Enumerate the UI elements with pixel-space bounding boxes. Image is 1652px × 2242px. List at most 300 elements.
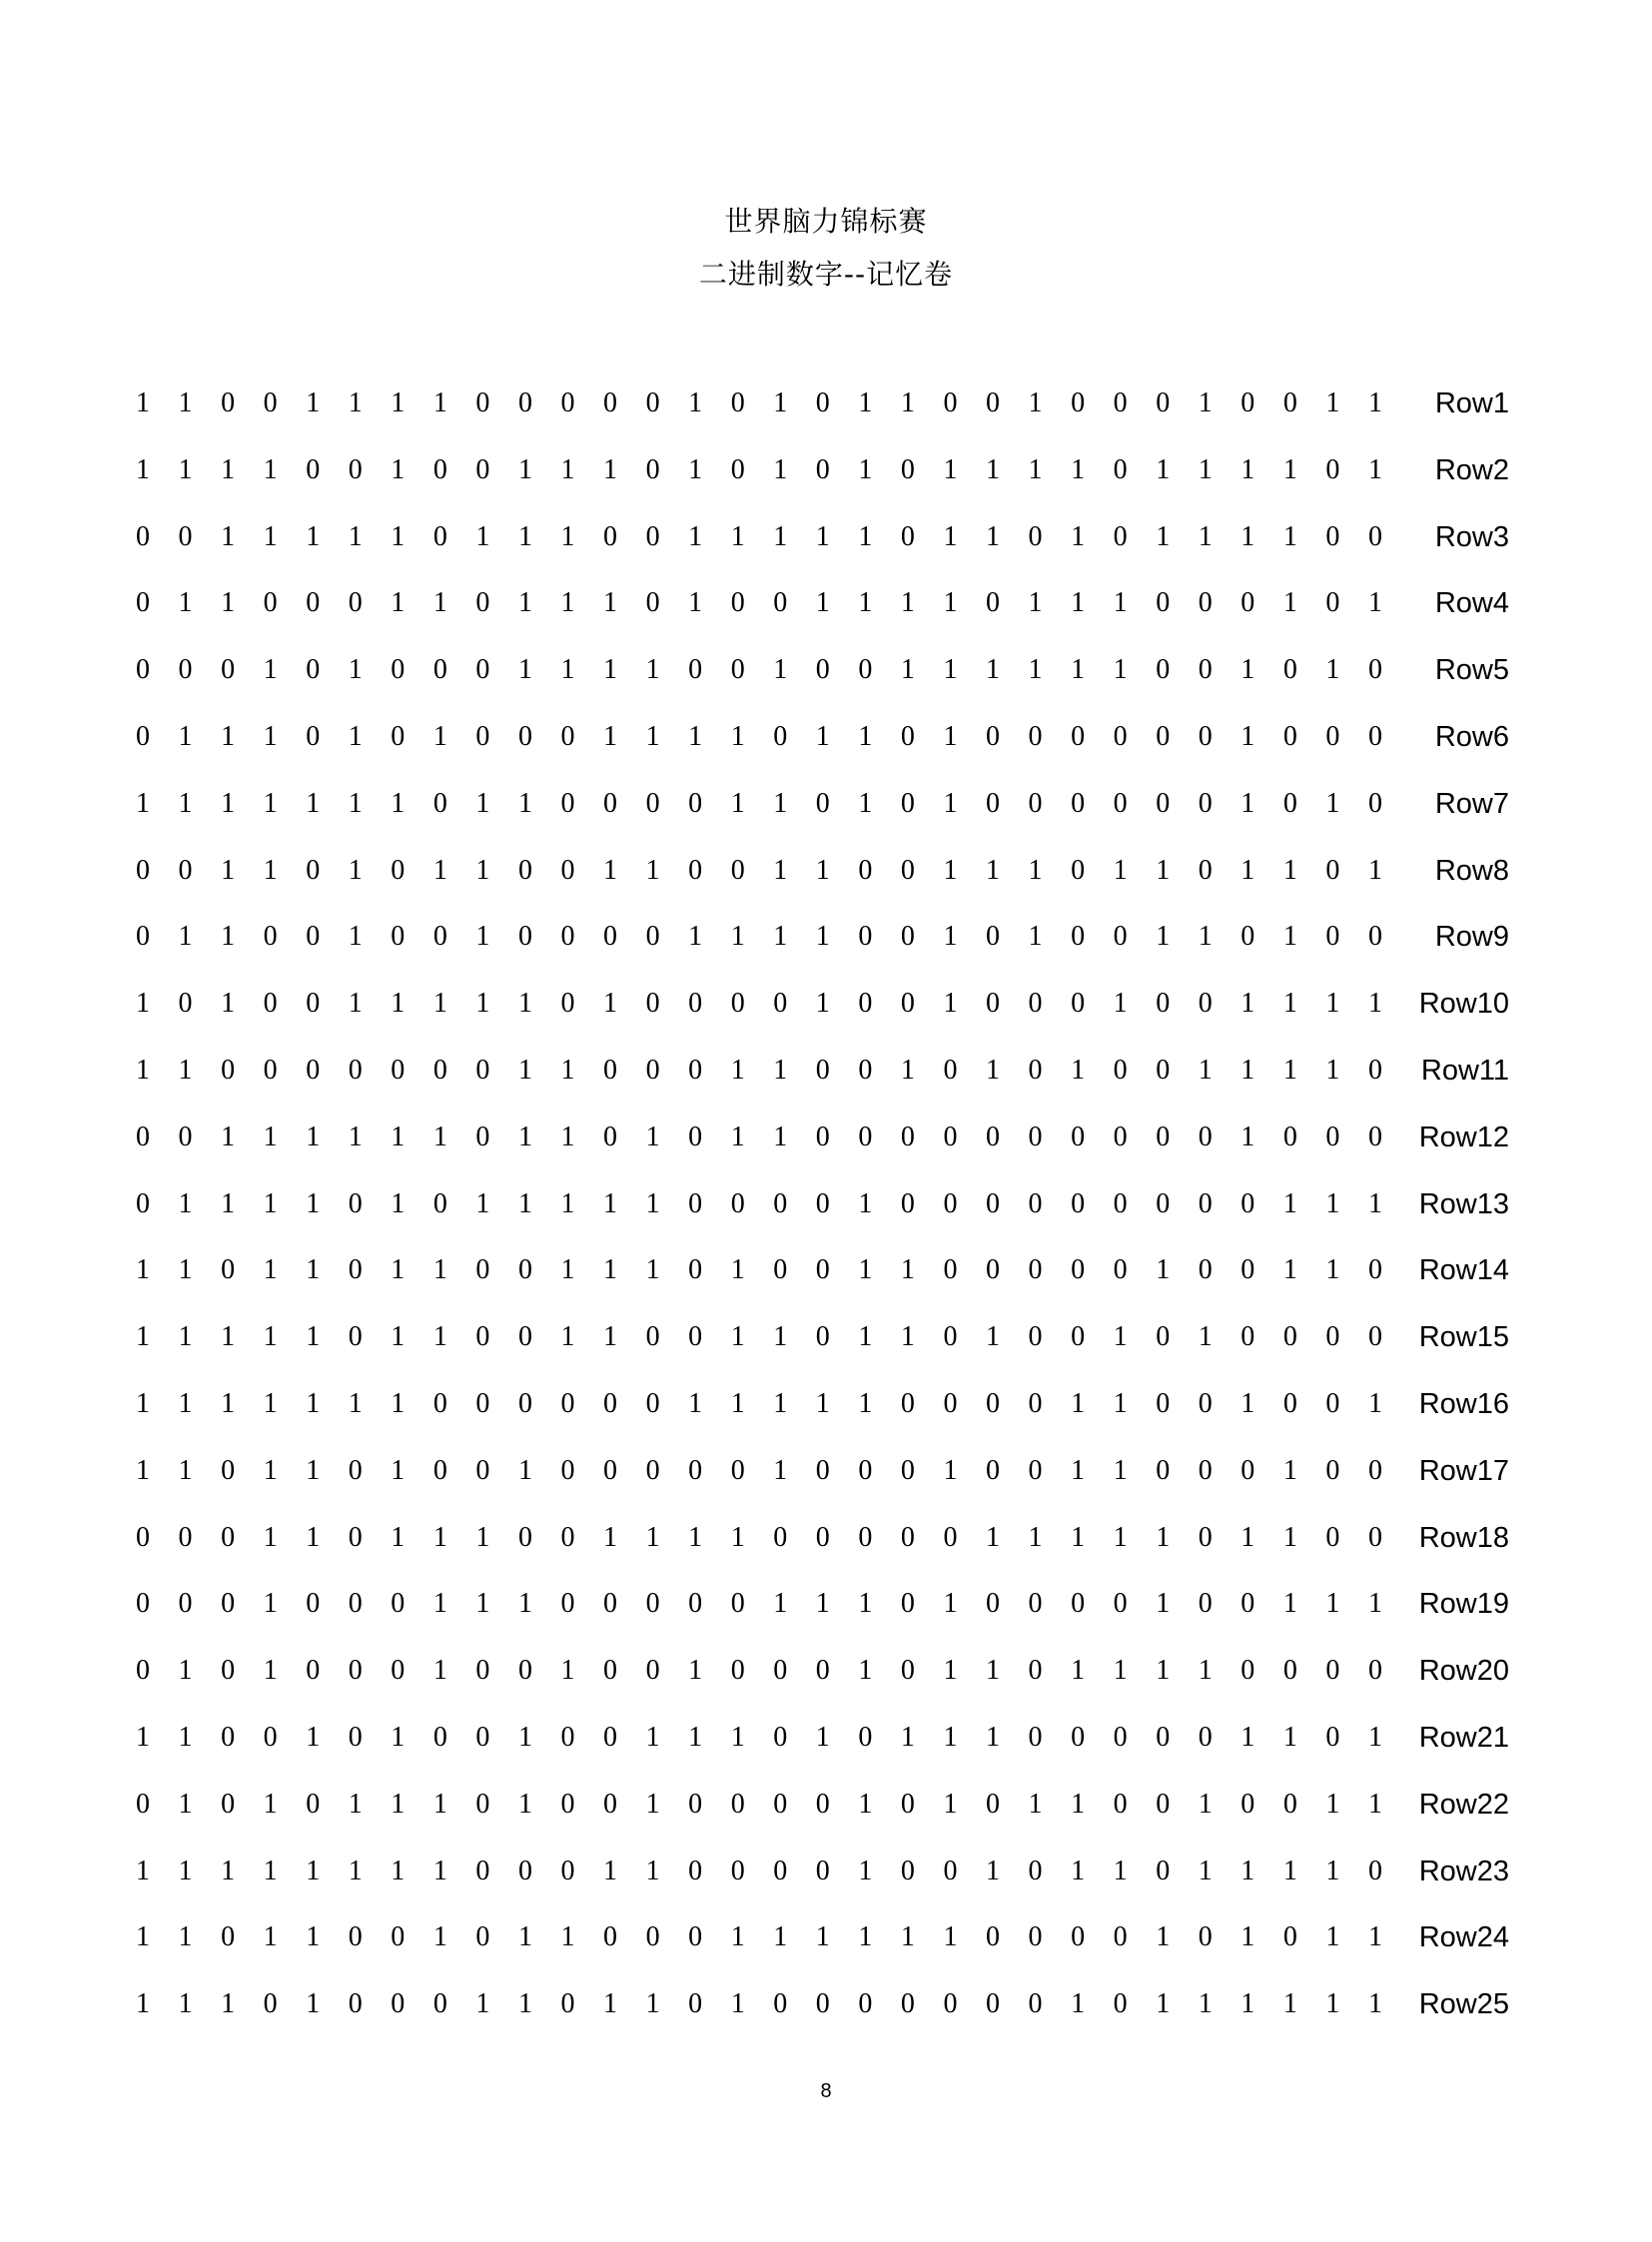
binary-digit: 1 [1240, 787, 1255, 819]
binary-digit: 1 [943, 787, 958, 819]
binary-digit: 0 [943, 1254, 958, 1286]
binary-digit: 0 [603, 921, 618, 953]
binary-digit: 0 [730, 988, 745, 1020]
binary-digit: 0 [688, 988, 703, 1020]
binary-digit: 0 [348, 1187, 363, 1219]
binary-digit: 0 [688, 787, 703, 819]
binary-digit: 0 [1113, 921, 1128, 953]
binary-digit: 0 [1198, 787, 1213, 819]
binary-digit: 0 [1282, 654, 1297, 686]
binary-digit: 1 [815, 1722, 830, 1753]
digit-row [0, 717, 1652, 757]
binary-digit: 0 [773, 1988, 788, 2020]
binary-digit: 1 [1071, 1055, 1086, 1086]
row-label: Row4 [1434, 587, 1509, 620]
binary-digit: 1 [136, 1388, 150, 1419]
binary-digit: 1 [1071, 587, 1086, 619]
binary-digit: 0 [1198, 1388, 1213, 1419]
document-subtitle: 二进制数字--记忆卷 [698, 258, 954, 291]
binary-digit: 1 [306, 520, 321, 552]
binary-digit: 1 [943, 453, 958, 485]
binary-digit: 0 [1028, 1187, 1043, 1219]
binary-digit: 0 [1156, 1454, 1171, 1486]
binary-digit: 0 [560, 721, 575, 752]
binary-digit: 0 [475, 587, 490, 619]
binary-digit: 0 [1325, 1521, 1340, 1553]
row-label: Row2 [1434, 453, 1509, 486]
binary-digit: 1 [1240, 1722, 1255, 1753]
digit-row [0, 1250, 1652, 1290]
binary-digit: 1 [432, 1921, 447, 1953]
binary-digit: 0 [1028, 1121, 1043, 1152]
binary-digit: 0 [815, 1521, 830, 1553]
binary-digit: 0 [858, 1521, 873, 1553]
binary-digit: 1 [645, 1121, 660, 1152]
binary-digit: 1 [900, 1055, 915, 1086]
binary-digit: 0 [560, 988, 575, 1020]
row-label: Row7 [1434, 787, 1509, 820]
binary-digit: 0 [688, 1855, 703, 1886]
binary-digit: 0 [1113, 1722, 1128, 1753]
binary-digit: 0 [815, 654, 830, 686]
binary-digit: 0 [1325, 453, 1340, 485]
binary-digit: 1 [986, 1055, 1000, 1086]
binary-digit: 0 [306, 988, 321, 1020]
binary-digit: 1 [1028, 387, 1043, 418]
binary-digit: 0 [1071, 988, 1086, 1020]
binary-digit: 1 [517, 1788, 532, 1820]
binary-digit: 1 [136, 387, 150, 418]
binary-digit: 1 [517, 1121, 532, 1152]
binary-digit: 0 [1198, 1588, 1213, 1620]
binary-digit: 0 [986, 721, 1000, 752]
binary-digit: 1 [263, 1788, 278, 1820]
binary-digit: 1 [178, 1055, 193, 1086]
binary-digit: 1 [475, 1988, 490, 2020]
digit-row [0, 517, 1652, 557]
binary-digit: 0 [943, 1187, 958, 1219]
binary-digit: 1 [1071, 1655, 1086, 1687]
binary-digit: 1 [1240, 1121, 1255, 1152]
binary-digit: 0 [986, 387, 1000, 418]
binary-digit: 1 [645, 654, 660, 686]
binary-digit: 0 [517, 1655, 532, 1687]
binary-digit: 1 [221, 921, 236, 953]
binary-digit: 0 [1198, 1254, 1213, 1286]
binary-digit: 1 [943, 587, 958, 619]
binary-digit: 1 [1367, 587, 1382, 619]
binary-digit: 0 [645, 453, 660, 485]
binary-digit: 1 [178, 1254, 193, 1286]
binary-digit: 0 [943, 1388, 958, 1419]
binary-digit: 1 [645, 1988, 660, 2020]
binary-digit: 0 [1113, 453, 1128, 485]
binary-digit: 1 [306, 1454, 321, 1486]
binary-digit: 1 [773, 453, 788, 485]
binary-digit: 0 [1367, 654, 1382, 686]
binary-digit: 1 [517, 453, 532, 485]
binary-digit: 0 [1113, 1055, 1128, 1086]
binary-digit: 1 [986, 1521, 1000, 1553]
binary-digit: 0 [221, 1055, 236, 1086]
binary-digit: 1 [815, 1588, 830, 1620]
binary-digit: 0 [348, 1988, 363, 2020]
binary-digit: 1 [1198, 1321, 1213, 1353]
binary-digit: 0 [730, 1855, 745, 1886]
binary-digit: 1 [1198, 453, 1213, 485]
binary-digit: 1 [221, 1988, 236, 2020]
binary-digit: 0 [263, 1988, 278, 2020]
binary-digit: 0 [391, 654, 406, 686]
binary-digit: 1 [306, 1722, 321, 1753]
binary-digit: 0 [221, 1588, 236, 1620]
binary-digit: 1 [688, 721, 703, 752]
binary-digit: 0 [815, 1121, 830, 1152]
binary-digit: 1 [858, 387, 873, 418]
binary-digit: 1 [221, 453, 236, 485]
binary-digit: 0 [1240, 1321, 1255, 1353]
binary-digit: 1 [815, 921, 830, 953]
binary-digit: 0 [1367, 1321, 1382, 1353]
binary-digit: 1 [517, 1055, 532, 1086]
binary-digit: 1 [730, 1722, 745, 1753]
binary-digit: 1 [730, 721, 745, 752]
binary-digit: 0 [773, 1855, 788, 1886]
binary-digit: 1 [1198, 1655, 1213, 1687]
binary-digit: 1 [475, 787, 490, 819]
binary-digit: 1 [136, 988, 150, 1020]
binary-digit: 1 [1240, 1988, 1255, 2020]
binary-digit: 1 [986, 520, 1000, 552]
binary-digit: 0 [1198, 1722, 1213, 1753]
binary-digit: 1 [1071, 1521, 1086, 1553]
binary-digit: 1 [221, 1855, 236, 1886]
binary-digit: 0 [475, 1855, 490, 1886]
binary-digit: 1 [1325, 1855, 1340, 1886]
binary-digit: 1 [560, 1055, 575, 1086]
binary-digit: 0 [1240, 1588, 1255, 1620]
binary-digit: 1 [773, 1121, 788, 1152]
binary-digit: 0 [136, 721, 150, 752]
binary-digit: 1 [306, 1921, 321, 1953]
binary-digit: 1 [1240, 721, 1255, 752]
binary-digit: 1 [391, 1855, 406, 1886]
binary-digit: 0 [1028, 520, 1043, 552]
binary-digit: 1 [1113, 1521, 1128, 1553]
binary-digit: 1 [900, 1321, 915, 1353]
binary-digit: 1 [178, 1722, 193, 1753]
binary-digit: 1 [773, 1321, 788, 1353]
binary-digit: 0 [688, 854, 703, 886]
binary-digit: 0 [306, 721, 321, 752]
binary-digit: 0 [560, 1521, 575, 1553]
binary-digit: 1 [517, 654, 532, 686]
binary-digit: 0 [986, 1988, 1000, 2020]
binary-digit: 0 [348, 1321, 363, 1353]
binary-digit: 1 [815, 1921, 830, 1953]
binary-digit: 0 [1198, 854, 1213, 886]
binary-digit: 0 [1325, 1722, 1340, 1753]
binary-digit: 0 [1071, 921, 1086, 953]
binary-digit: 1 [263, 654, 278, 686]
binary-digit: 1 [858, 721, 873, 752]
binary-digit: 0 [858, 1722, 873, 1753]
binary-digit: 1 [348, 1855, 363, 1886]
binary-digit: 0 [432, 453, 447, 485]
digit-row [0, 1184, 1652, 1224]
binary-digit: 1 [136, 787, 150, 819]
binary-digit: 1 [1367, 1388, 1382, 1419]
binary-digit: 0 [1367, 1655, 1382, 1687]
binary-digit: 1 [178, 921, 193, 953]
binary-digit: 0 [730, 1788, 745, 1820]
binary-digit: 0 [1367, 520, 1382, 552]
binary-digit: 1 [730, 1388, 745, 1419]
digit-row [0, 1917, 1652, 1957]
binary-digit: 0 [1282, 787, 1297, 819]
binary-digit: 1 [730, 787, 745, 819]
binary-digit: 1 [263, 1588, 278, 1620]
binary-digit: 1 [391, 1454, 406, 1486]
binary-digit: 1 [603, 988, 618, 1020]
binary-digit: 0 [1028, 988, 1043, 1020]
binary-digit: 1 [858, 1655, 873, 1687]
binary-digit: 1 [773, 1388, 788, 1419]
binary-digit: 0 [221, 654, 236, 686]
binary-digit: 0 [900, 1454, 915, 1486]
binary-digit: 0 [645, 520, 660, 552]
binary-digit: 0 [1113, 1121, 1128, 1152]
binary-digit: 0 [858, 654, 873, 686]
binary-digit: 0 [815, 787, 830, 819]
binary-digit: 0 [178, 520, 193, 552]
binary-digit: 0 [306, 1788, 321, 1820]
binary-digit: 0 [221, 1655, 236, 1687]
binary-digit: 1 [263, 453, 278, 485]
binary-digit: 0 [730, 587, 745, 619]
binary-digit: 0 [1240, 1187, 1255, 1219]
binary-digit: 1 [1240, 453, 1255, 485]
binary-digit: 0 [603, 787, 618, 819]
binary-digit: 1 [391, 1187, 406, 1219]
binary-digit: 0 [221, 1722, 236, 1753]
binary-digit: 1 [221, 854, 236, 886]
binary-digit: 0 [900, 1788, 915, 1820]
binary-digit: 0 [943, 1988, 958, 2020]
binary-digit: 1 [1325, 1187, 1340, 1219]
binary-digit: 1 [560, 1254, 575, 1286]
binary-digit: 0 [517, 1321, 532, 1353]
binary-digit: 0 [475, 1055, 490, 1086]
binary-digit: 1 [645, 1187, 660, 1219]
digit-row [0, 1785, 1652, 1825]
binary-digit: 1 [136, 1321, 150, 1353]
binary-digit: 0 [432, 1055, 447, 1086]
binary-digit: 1 [858, 1187, 873, 1219]
binary-digit: 1 [517, 1588, 532, 1620]
binary-digit: 0 [1325, 1121, 1340, 1152]
binary-digit: 1 [560, 1321, 575, 1353]
binary-digit: 0 [1282, 1655, 1297, 1687]
binary-digit: 0 [1156, 1788, 1171, 1820]
binary-digit: 0 [263, 1722, 278, 1753]
binary-digit: 0 [560, 1388, 575, 1419]
binary-digit: 1 [348, 721, 363, 752]
binary-digit: 1 [517, 988, 532, 1020]
binary-digit: 0 [475, 721, 490, 752]
row-label: Row5 [1434, 654, 1509, 687]
binary-digit: 0 [900, 921, 915, 953]
binary-digit: 0 [986, 1921, 1000, 1953]
binary-digit: 1 [1156, 1988, 1171, 2020]
binary-digit: 0 [348, 587, 363, 619]
binary-digit: 0 [306, 854, 321, 886]
binary-digit: 1 [178, 1454, 193, 1486]
row-label: Row13 [1418, 1187, 1509, 1220]
binary-digit: 0 [730, 1187, 745, 1219]
binary-digit: 0 [560, 387, 575, 418]
binary-digit: 0 [1028, 1588, 1043, 1620]
binary-digit: 0 [645, 1588, 660, 1620]
binary-digit: 1 [178, 1321, 193, 1353]
binary-digit: 0 [1240, 921, 1255, 953]
binary-digit: 0 [475, 1254, 490, 1286]
binary-digit: 0 [432, 654, 447, 686]
binary-digit: 1 [858, 1788, 873, 1820]
binary-digit: 0 [1240, 1254, 1255, 1286]
binary-digit: 1 [1028, 654, 1043, 686]
binary-digit: 1 [263, 1921, 278, 1953]
binary-digit: 0 [1071, 1254, 1086, 1286]
binary-digit: 0 [1113, 387, 1128, 418]
binary-digit: 1 [306, 1521, 321, 1553]
binary-digit: 0 [136, 1121, 150, 1152]
binary-digit: 0 [1028, 721, 1043, 752]
binary-digit: 0 [1198, 1187, 1213, 1219]
binary-digit: 1 [1325, 988, 1340, 1020]
binary-digit: 0 [1198, 587, 1213, 619]
binary-digit: 0 [1156, 1187, 1171, 1219]
binary-digit: 1 [136, 1921, 150, 1953]
row-label: Row10 [1418, 988, 1509, 1021]
binary-digit: 1 [730, 1055, 745, 1086]
binary-digit: 0 [306, 453, 321, 485]
binary-digit: 0 [432, 1454, 447, 1486]
binary-digit: 0 [517, 721, 532, 752]
binary-digit: 1 [178, 721, 193, 752]
binary-digit: 1 [1325, 387, 1340, 418]
row-label: Row11 [1420, 1055, 1509, 1087]
binary-digit: 0 [136, 1655, 150, 1687]
binary-digit: 0 [858, 988, 873, 1020]
binary-digit: 0 [1028, 1388, 1043, 1419]
binary-digit: 1 [432, 1655, 447, 1687]
row-label: Row20 [1418, 1655, 1509, 1688]
binary-digit: 1 [1198, 921, 1213, 953]
binary-digit: 0 [1282, 387, 1297, 418]
binary-digit: 1 [1367, 1722, 1382, 1753]
binary-digit: 0 [475, 387, 490, 418]
binary-digit: 0 [815, 1055, 830, 1086]
binary-digit: 0 [773, 988, 788, 1020]
binary-digit: 1 [432, 1588, 447, 1620]
binary-digit: 1 [263, 520, 278, 552]
binary-digit: 1 [517, 1454, 532, 1486]
binary-digit: 1 [306, 1187, 321, 1219]
binary-digit: 0 [391, 1588, 406, 1620]
binary-digit: 0 [1028, 1921, 1043, 1953]
binary-digit: 1 [1282, 1588, 1297, 1620]
binary-digit: 0 [603, 1055, 618, 1086]
binary-digit: 1 [348, 520, 363, 552]
binary-digit: 0 [136, 587, 150, 619]
binary-digit: 1 [1113, 1388, 1128, 1419]
binary-digit: 1 [815, 587, 830, 619]
binary-digit: 0 [1071, 1321, 1086, 1353]
binary-digit: 0 [560, 1722, 575, 1753]
binary-digit: 0 [1028, 1855, 1043, 1886]
binary-digit: 1 [136, 1454, 150, 1486]
binary-digit: 0 [1113, 721, 1128, 752]
binary-digit: 0 [475, 1321, 490, 1353]
digit-row [0, 1984, 1652, 2024]
binary-digit: 0 [1367, 1521, 1382, 1553]
binary-digit: 1 [1282, 1855, 1297, 1886]
binary-digit: 1 [221, 1388, 236, 1419]
binary-digit: 0 [1325, 721, 1340, 752]
binary-digit: 0 [517, 921, 532, 953]
binary-digit: 1 [815, 1388, 830, 1419]
binary-digit: 0 [986, 1454, 1000, 1486]
binary-digit: 1 [1113, 1454, 1128, 1486]
binary-digit: 1 [348, 387, 363, 418]
binary-digit: 0 [815, 387, 830, 418]
binary-digit: 1 [603, 1521, 618, 1553]
binary-digit: 0 [306, 654, 321, 686]
binary-digit: 1 [1198, 1855, 1213, 1886]
binary-digit: 1 [603, 1988, 618, 2020]
binary-digit: 0 [773, 1187, 788, 1219]
digit-row [0, 450, 1652, 490]
digit-row [0, 1518, 1652, 1558]
binary-digit: 1 [1367, 1187, 1382, 1219]
binary-digit: 0 [1198, 654, 1213, 686]
binary-digit: 1 [1367, 1921, 1382, 1953]
binary-digit: 1 [900, 587, 915, 619]
binary-digit: 1 [1156, 921, 1171, 953]
binary-digit: 0 [1156, 988, 1171, 1020]
binary-digit: 0 [900, 1855, 915, 1886]
binary-digit: 0 [178, 1121, 193, 1152]
binary-digit: 0 [1028, 1454, 1043, 1486]
binary-digit: 0 [645, 921, 660, 953]
binary-digit: 1 [1282, 854, 1297, 886]
binary-digit: 1 [986, 1855, 1000, 1886]
binary-digit: 0 [432, 1988, 447, 2020]
binary-digit: 0 [1367, 1121, 1382, 1152]
binary-digit: 0 [1113, 1187, 1128, 1219]
binary-digit: 0 [603, 387, 618, 418]
binary-digit: 1 [136, 453, 150, 485]
binary-digit: 0 [943, 387, 958, 418]
binary-digit: 1 [1156, 1921, 1171, 1953]
binary-digit: 1 [645, 854, 660, 886]
binary-digit: 1 [943, 854, 958, 886]
binary-digit: 1 [943, 520, 958, 552]
binary-digit: 1 [391, 1388, 406, 1419]
binary-digit: 1 [560, 1187, 575, 1219]
binary-digit: 0 [858, 921, 873, 953]
